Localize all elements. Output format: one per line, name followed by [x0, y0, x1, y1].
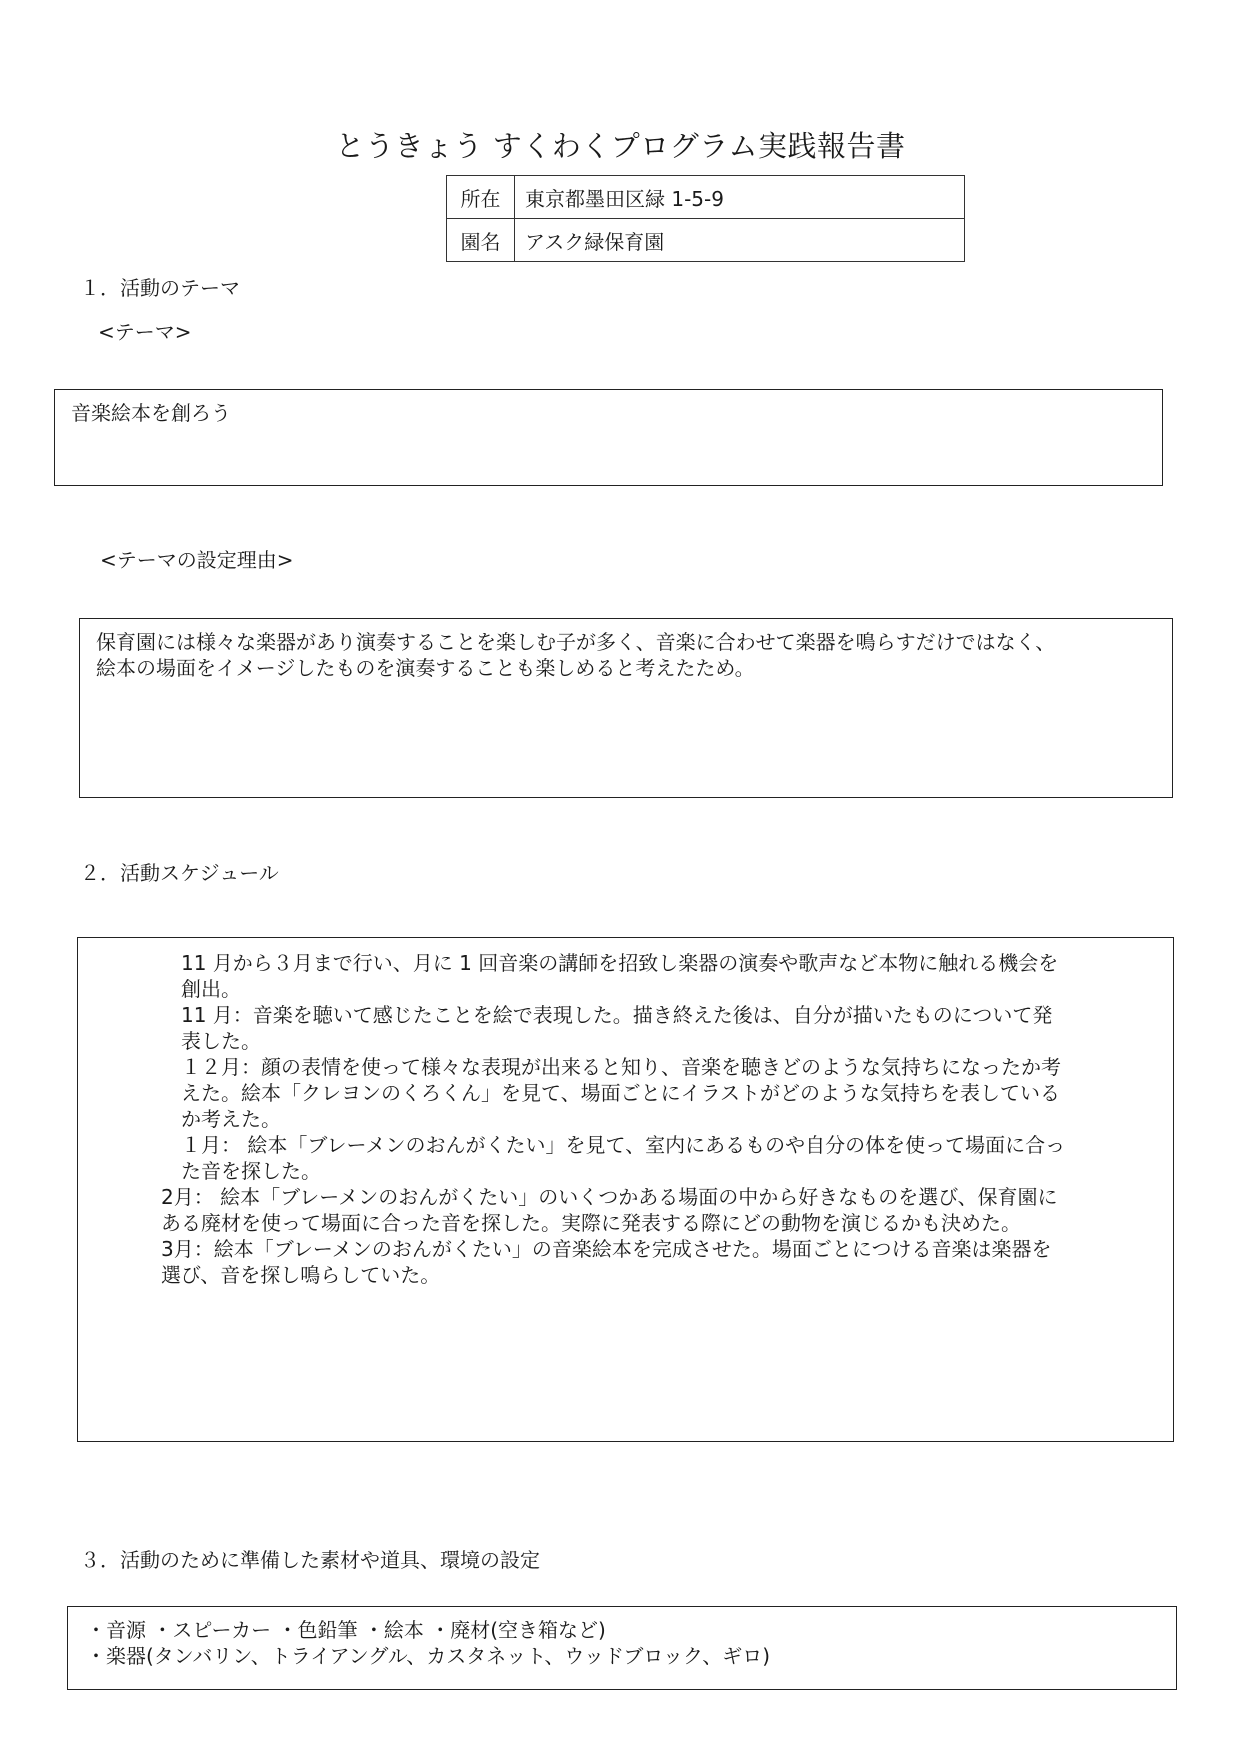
section1-heading: １．活動のテーマ — [80, 276, 240, 300]
schedule-line: えた。絵本「クレヨンのくろくん」を見て、場面ごとにイラストがどのような気持ちを表している — [181, 1081, 1060, 1105]
name-value: アスク緑保育園 — [515, 219, 965, 262]
reason-box — [79, 618, 1173, 798]
schedule-line: 選び、音を探し鳴らしていた。 — [161, 1263, 441, 1287]
schedule-line: ある廃材を使って場面に合った音を探した。実際に発表する際にどの動物を演じるかも決めた。 — [161, 1211, 1021, 1235]
name-label: 園名 — [447, 219, 515, 262]
materials-line: ・音源 ・スピーカー ・色鉛筆 ・絵本 ・廃材(空き箱など) — [86, 1618, 606, 1642]
theme-text: 音楽絵本を創ろう — [71, 401, 231, 425]
schedule-line: 11 月：音楽を聴いて感じたことを絵で表現した。描き終えた後は、自分が描いたものについて発 — [181, 1003, 1053, 1027]
materials-line: ・楽器(タンバリン、トライアングル、カスタネット、ウッドブロック、ギロ) — [86, 1644, 771, 1668]
schedule-line: １月： 絵本「ブレーメンのおんがくたい」を見て、室内にあるものや自分の体を使って場面に合っ — [181, 1133, 1066, 1157]
section3-heading: ３．活動のために準備した素材や道具、環境の設定 — [80, 1548, 540, 1572]
schedule-line: か考えた。 — [181, 1107, 281, 1131]
schedule-line: 11 月から３月まで行い、月に 1 回音楽の講師を招致し楽器の演奏や歌声など本物に触れる機会を — [181, 951, 1059, 975]
schedule-line: 3月：絵本「ブレーメンのおんがくたい」の音楽絵本を完成させた。場面ごとにつける音楽は楽器を — [161, 1237, 1052, 1261]
schedule-box — [77, 937, 1174, 1442]
schedule-line: １２月：顔の表情を使って様々な表現が出来ると知り、音楽を聴きどのような気持ちになったか考 — [181, 1055, 1061, 1079]
reason-line: 保育園には様々な楽器があり演奏することを楽しむ子が多く、音楽に合わせて楽器を鳴らすだけではなく、 — [96, 630, 1056, 654]
materials-box — [67, 1606, 1177, 1690]
name-row — [447, 219, 965, 262]
page-title: とうきょう すくわくプログラム実践報告書 — [335, 129, 906, 163]
schedule-line: 2月： 絵本「ブレーメンのおんがくたい」のいくつかある場面の中から好きなものを選び、保育園に — [161, 1185, 1058, 1209]
schedule-line: 表した。 — [181, 1029, 261, 1053]
location-label: 所在 — [447, 176, 515, 219]
reason-line: 絵本の場面をイメージしたものを演奏することも楽しめると考えたため。 — [96, 656, 755, 680]
schedule-line: 創出。 — [181, 977, 241, 1001]
location-row — [447, 176, 965, 219]
schedule-line: た音を探した。 — [181, 1159, 321, 1183]
section2-heading: ２．活動スケジュール — [80, 861, 279, 885]
theme-label: <テーマ> — [98, 320, 192, 344]
reason-label: <テーマの設定理由> — [100, 548, 294, 572]
facility-info-table — [446, 175, 965, 262]
location-value: 東京都墨田区緑 1-5-9 — [515, 176, 965, 219]
theme-box — [54, 389, 1163, 486]
